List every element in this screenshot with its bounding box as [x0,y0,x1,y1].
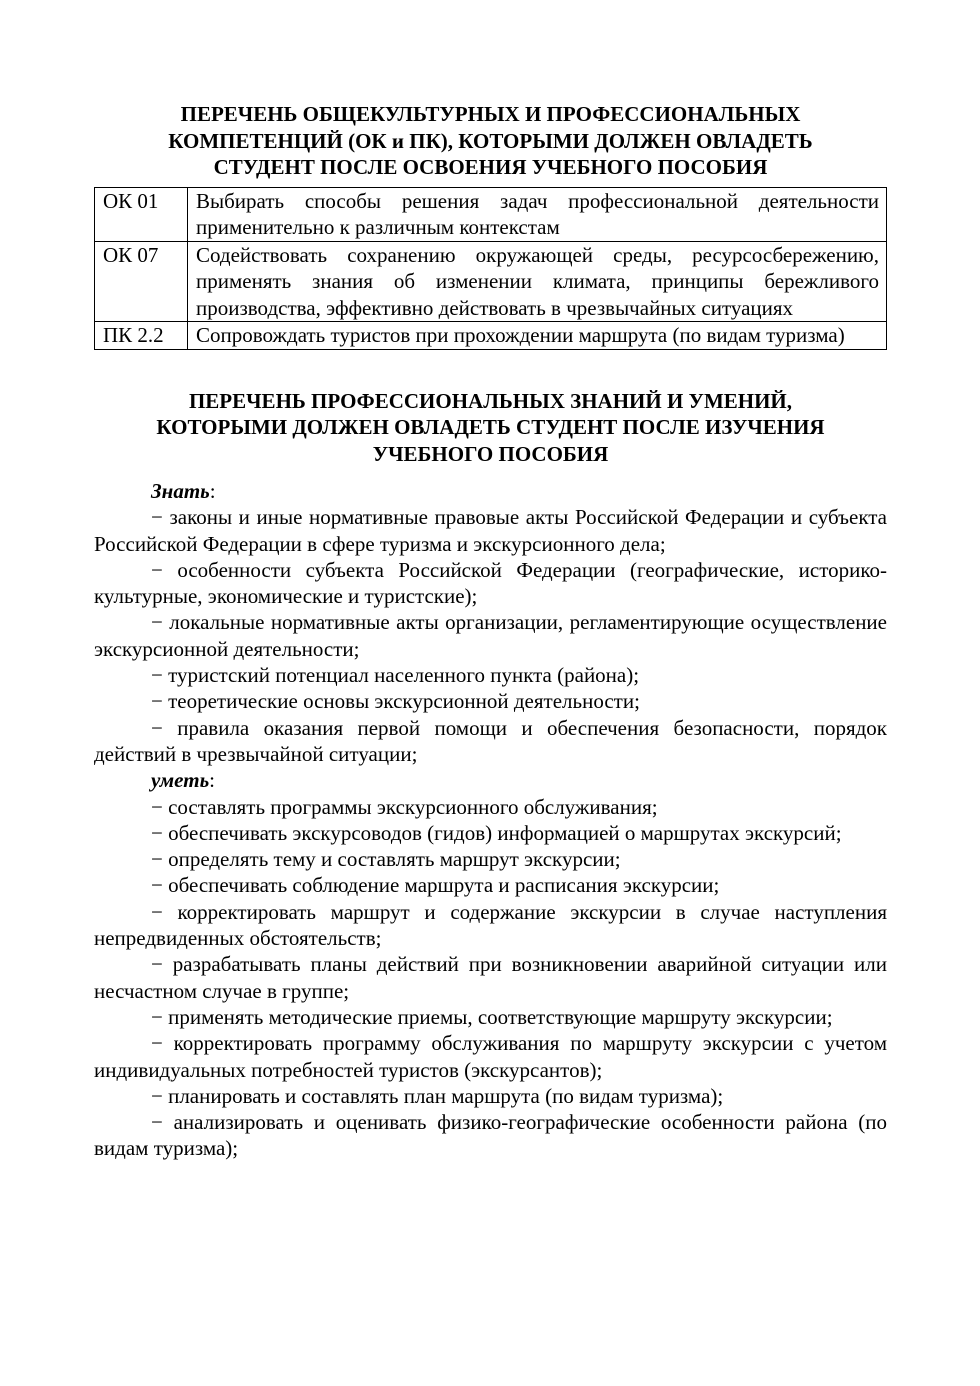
know-list [94,504,887,767]
list-item: − законы и иные нормативные правовые акты Российской Федерации и субъекта Российской Федерации в сфере туризма и экскурсионного дела; [94,505,887,556]
list-item: − особенности субъекта Российской Федерации (географические, историко-культурные, экономические и туристские); [94,557,887,609]
competencies-heading [94,101,887,181]
competency-code: ОК 07 [95,241,188,322]
competency-code: ОК 01 [95,187,188,241]
knowledge-heading [94,388,887,468]
heading-line: СТУДЕНТ ПОСЛЕ ОСВОЕНИЯ УЧЕБНОГО ПОСОБИЯ [213,155,768,179]
list-item: − анализировать и оценивать физико-географические особенности района (по видам туризма); [94,1110,887,1161]
list-item: − составлять программы экскурсионного обслуживания; [151,794,658,819]
list-item: − планировать и составлять план маршрута (по видам туризма); [151,1083,724,1108]
know-label-text: Знать [151,479,210,503]
competencies-table [94,187,887,350]
heading-line: ПЕРЕЧЕНЬ ПРОФЕССИОНАЛЬНЫХ ЗНАНИЙ И УМЕНИЙ, [188,388,793,413]
heading-line: КОМПЕТЕНЦИЙ (ОК и ПК), КОТОРЫМИ ДОЛЖЕН ОВЛАДЕТЬ [168,128,813,153]
competency-code: ПК 2.2 [95,322,188,350]
heading-line: ПЕРЕЧЕНЬ ОБЩЕКУЛЬТУРНЫХ И ПРОФЕССИОНАЛЬНЫХ [180,102,801,126]
competency-description: Выбирать способы решения задач профессиональной деятельности применительно к различным контекстам [188,187,887,241]
competency-description: Сопровождать туристов при прохождении маршрута (по видам туризма) [188,322,887,350]
list-item: − локальные нормативные акты организации, регламентирующие осуществление экскурсионной деятельности; [94,610,887,661]
list-item: − обеспечивать экскурсоводов (гидов) информацией о маршрутах экскурсий; [151,820,842,845]
document-page [94,101,887,1162]
skill-label [94,767,887,793]
table-row [95,241,887,322]
list-item: − разрабатывать планы действий при возникновении аварийной ситуации или несчастном случае в группе; [94,952,887,1003]
list-item: − корректировать программу обслуживания по маршруту экскурсии с учетом индивидуальных потребностей туристов (экскурсантов); [94,1031,887,1082]
list-item: − корректировать маршрут и содержание экскурсии в случае наступления непредвиденных обстоятельств; [94,899,887,951]
heading-line: КОТОРЫМИ ДОЛЖЕН ОВЛАДЕТЬ СТУДЕНТ ПОСЛЕ ИЗУЧЕНИЯ [156,415,825,439]
skill-list [94,794,887,1162]
list-item: − туристский потенциал населенного пункта (района); [151,663,640,688]
know-label [94,478,887,504]
competency-description: Содействовать сохранению окружающей среды, ресурсосбережению, применять знания об изменении климата, принципы бережливого производства, эффективно действовать в чрезвычайных ситуациях [188,241,887,322]
table-row [95,187,887,241]
list-item: − обеспечивать соблюдение маршрута и расписания экскурсии; [151,873,720,898]
list-item: − правила оказания первой помощи и обеспечения безопасности, порядок действий в чрезвычайной ситуации; [94,715,887,766]
list-item: − применять методические приемы, соответствующие маршруту экскурсии; [151,1004,833,1029]
heading-line: УЧЕБНОГО ПОСОБИЯ [372,441,609,466]
skill-label-text: уметь [151,768,210,793]
list-item: − теоретические основы экскурсионной деятельности; [151,689,640,714]
table-row [95,322,887,350]
list-item: − определять тему и составлять маршрут экскурсии; [151,847,621,872]
skill-label-colon: : [209,768,216,793]
know-label-colon: : [209,479,216,503]
